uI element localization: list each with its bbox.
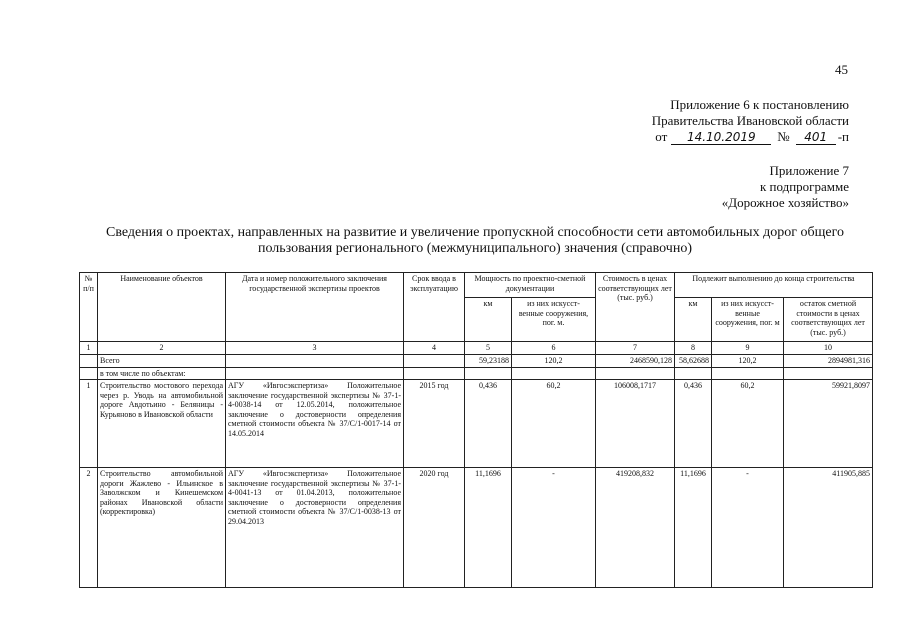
title-line2: пользования регионального (межмуниципального) значения (справочно): [258, 241, 692, 256]
row-expertise: АГУ «Ивгосэкспертиза» Положительное заключение государственной экспертизы № 37-1-4-0041-13 от 01.04.2013, положительное заключение о достоверности определения сметной стоимости объекта № 37/С/1-0038-13 от 29.04.2013: [226, 468, 404, 588]
number-suffix: -п: [837, 129, 849, 144]
column-number: 10: [784, 342, 873, 355]
handwritten-number: 401: [796, 131, 836, 145]
row-num: 1: [80, 380, 98, 468]
header-remaining-structures: из них искусст- венные сооружения, пог. м: [712, 298, 784, 342]
header-remaining-km: км: [675, 298, 712, 342]
column-number-row: [80, 342, 873, 355]
total-expertise: [226, 355, 404, 368]
handwritten-date: 14.10.2019: [671, 131, 771, 145]
row-remaining-km: 0,436: [675, 380, 712, 468]
row-km: 11,1696: [465, 468, 512, 588]
total-remaining-cost: 2894981,316: [784, 355, 873, 368]
header-cost: Стоимость в ценах соответствующих лет (тыс. руб.): [596, 273, 675, 342]
table-row: [80, 380, 873, 468]
total-remaining-km: 58,62688: [675, 355, 712, 368]
column-number: 1: [80, 342, 98, 355]
total-row: [80, 355, 873, 368]
projects-table: [79, 272, 873, 588]
appendix-6-line2: Правительства Ивановской области: [651, 113, 849, 128]
appendix-6-header: [652, 97, 849, 145]
including-row: [80, 367, 873, 380]
row-remaining-structures: 60,2: [712, 380, 784, 468]
number-label: №: [777, 129, 790, 144]
row-cost: 106008,1717: [596, 380, 675, 468]
column-number: 8: [675, 342, 712, 355]
appendix-7-header: [722, 163, 849, 211]
column-number: 4: [404, 342, 465, 355]
appendix-7-line1: Приложение 7: [769, 163, 849, 178]
total-km: 59,23188: [465, 355, 512, 368]
row-remaining-cost: 59921,8097: [784, 380, 873, 468]
row-remaining-cost: 411905,885: [784, 468, 873, 588]
table-row: [80, 468, 873, 588]
header-remaining-cost: остаток сметной стоимости в ценах соответствующих лет (тыс. руб.): [784, 298, 873, 342]
row-num: 2: [80, 468, 98, 588]
title-line1: Сведения о проектах, направленных на развитие и увеличение пропускной способности сети автомобильных дорог общего: [106, 225, 844, 240]
column-number: 6: [512, 342, 596, 355]
total-structures: 120,2: [512, 355, 596, 368]
total-remaining-structures: 120,2: [712, 355, 784, 368]
header-deadline: Срок ввода в эксплуатацию: [404, 273, 465, 342]
row-deadline: 2020 год: [404, 468, 465, 588]
row-remaining-structures: -: [712, 468, 784, 588]
header-capacity-group: Мощность по проектно-сметной документации: [465, 273, 596, 298]
header-capacity-structures: из них искусст- венные сооружения, пог. м.: [512, 298, 596, 342]
appendix-6-line1: Приложение 6 к постановлению: [670, 97, 849, 112]
from-label: от: [655, 129, 668, 144]
total-deadline: [404, 355, 465, 368]
column-number: 7: [596, 342, 675, 355]
row-cost: 419208,832: [596, 468, 675, 588]
row-structures: 60,2: [512, 380, 596, 468]
appendix-7-line2: к подпрограмме: [759, 179, 849, 194]
column-number: 5: [465, 342, 512, 355]
row-km: 0,436: [465, 380, 512, 468]
column-number: 9: [712, 342, 784, 355]
row-name: Строительство мостового перехода через р. Уводь на автомобильной дороге Авдотьино - Беляницы - Курьяново в Ивановской области: [98, 380, 226, 468]
row-deadline: 2015 год: [404, 380, 465, 468]
header-capacity-km: км: [465, 298, 512, 342]
total-label: Всего: [98, 355, 226, 368]
row-structures: -: [512, 468, 596, 588]
total-cost: 2468590,128: [596, 355, 675, 368]
header-name: Наименование объектов: [98, 273, 226, 342]
row-name: Строительство автомобильной дороги Жажлево - Ильинское в Заволжском и Кинешемском районах Ивановской области (корректировка): [98, 468, 226, 588]
total-num: [80, 355, 98, 368]
decree-reference: [652, 129, 849, 145]
document-title: [90, 225, 860, 257]
column-number: 3: [226, 342, 404, 355]
row-expertise: АГУ «Ивгосэкспертиза» Положительное заключение государственной экспертизы № 37-1-4-0038-14 от 12.05.2014, положительное заключение о достоверности определения сметной стоимости объекта № 37/С/1-0017-14 от 14.05.2014: [226, 380, 404, 468]
column-number: 2: [98, 342, 226, 355]
header-num: № п/п: [80, 273, 98, 342]
including-label: в том числе по объектам:: [98, 367, 226, 380]
header-remaining-group: Подлежит выполнению до конца строительства: [675, 273, 873, 298]
row-remaining-km: 11,1696: [675, 468, 712, 588]
header-expertise: Дата и номер положительного заключения государственной экспертизы проектов: [226, 273, 404, 342]
page-number: 45: [835, 62, 848, 77]
appendix-7-line3: «Дорожное хозяйство»: [721, 195, 849, 210]
